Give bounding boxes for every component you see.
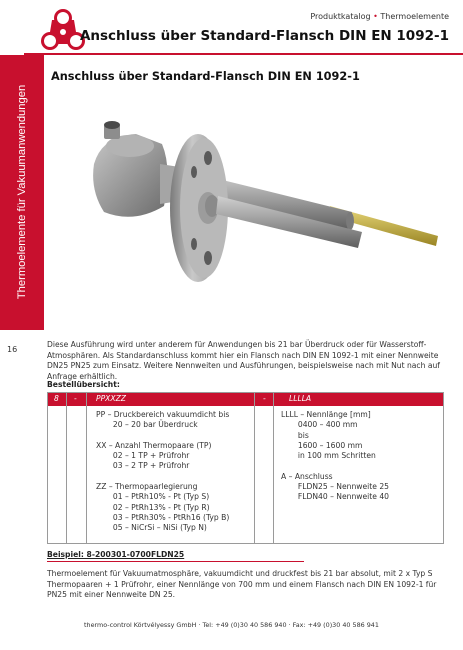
header-divider [24,53,463,55]
catalog-section: Thermoelemente [380,12,449,21]
section-title: Anschluss über Standard-Flansch DIN EN 1092-1 [51,70,360,83]
catalog-label: Produktkatalog [310,12,371,21]
intro-paragraph: Diese Ausführung wird unter anderem für Anwendungen bis 21 bar Überdruck oder für Wasserstoff-Atmosphären. Als Standardanschluss kommt hier ein Flansch nach DIN EN 1092-1 mit einer Nennweite DN25 PN25 zum Einsatz. Weitere Nennweiten und Ausführungen, beispielsweise nach mit Nut nach auf Anfrage erhältlich. [47,340,440,381]
example-paragraph: Thermoelement für Vakuumatmosphäre, vakuumdicht und druckfest bis 21 bar absolut, mit 2 x Typ S Thermopaaren + 1 Prüfrohr, einer Nennlänge von 700 mm und einem Flansch nach DIN EN 1092-1 für PN25 mit einer Nennweite DN 25. [47,569,437,599]
order-right-column: LLLL – Nennlänge [mm] 0400 – 400 mm bis 1600 – 1600 mm in 100 mm Schritten A – Anschluss FLDN25 – Nennweite 25 FLDN40 – Nennweite 40 [281,410,390,502]
sidebar-label: Thermoelemente für Vakuumanwendungen [16,84,28,300]
table-column-divider [86,393,87,543]
page-number: 16 [7,345,18,354]
example-divider [47,561,304,562]
footer-contact: thermo-control Körtvélyessy GmbH · Tel: +49 (0)30 40 586 940 · Fax: +49 (0)30 40 586 941 [84,621,379,629]
order-overview-label: Bestellübersicht: [47,380,120,389]
order-code-prefix: 8 [54,394,59,403]
page-header-title: Anschluss über Standard-Flansch DIN EN 1092-1 [79,28,449,44]
order-left-column: PP – Druckbereich vakuumdicht bis 20 – 20 bar Überdruck XX – Anzahl Thermopaare (TP) 02 – 1 TP + Prüfrohr 03 – 2 TP + Prüfrohr ZZ – Thermopaarlegierung 01 – PtRh10% - Pt (Typ S) 02 – PtRh13% - Pt (Typ R) 03 – PtRh30% - PtRh16 (Typ B) 05 – NiCrSi – NiSi (Typ N) [96,410,230,533]
breadcrumb-separator: • [373,12,378,21]
table-column-divider [273,393,274,543]
order-code-lllla: LLLLA [289,394,312,403]
order-code-ppxxzz: PPXXZZ [96,394,126,403]
example-label: Beispiel: 8-200301-0700FLDN25 [47,550,185,559]
order-table-header [48,393,443,406]
table-column-divider [254,393,255,543]
order-code-dash: - [263,394,266,403]
catalog-breadcrumb [310,12,449,21]
table-column-divider [66,393,67,543]
order-code-dash: - [74,394,77,403]
order-code-table [47,392,444,544]
flange-thermocouple-image [80,108,440,308]
